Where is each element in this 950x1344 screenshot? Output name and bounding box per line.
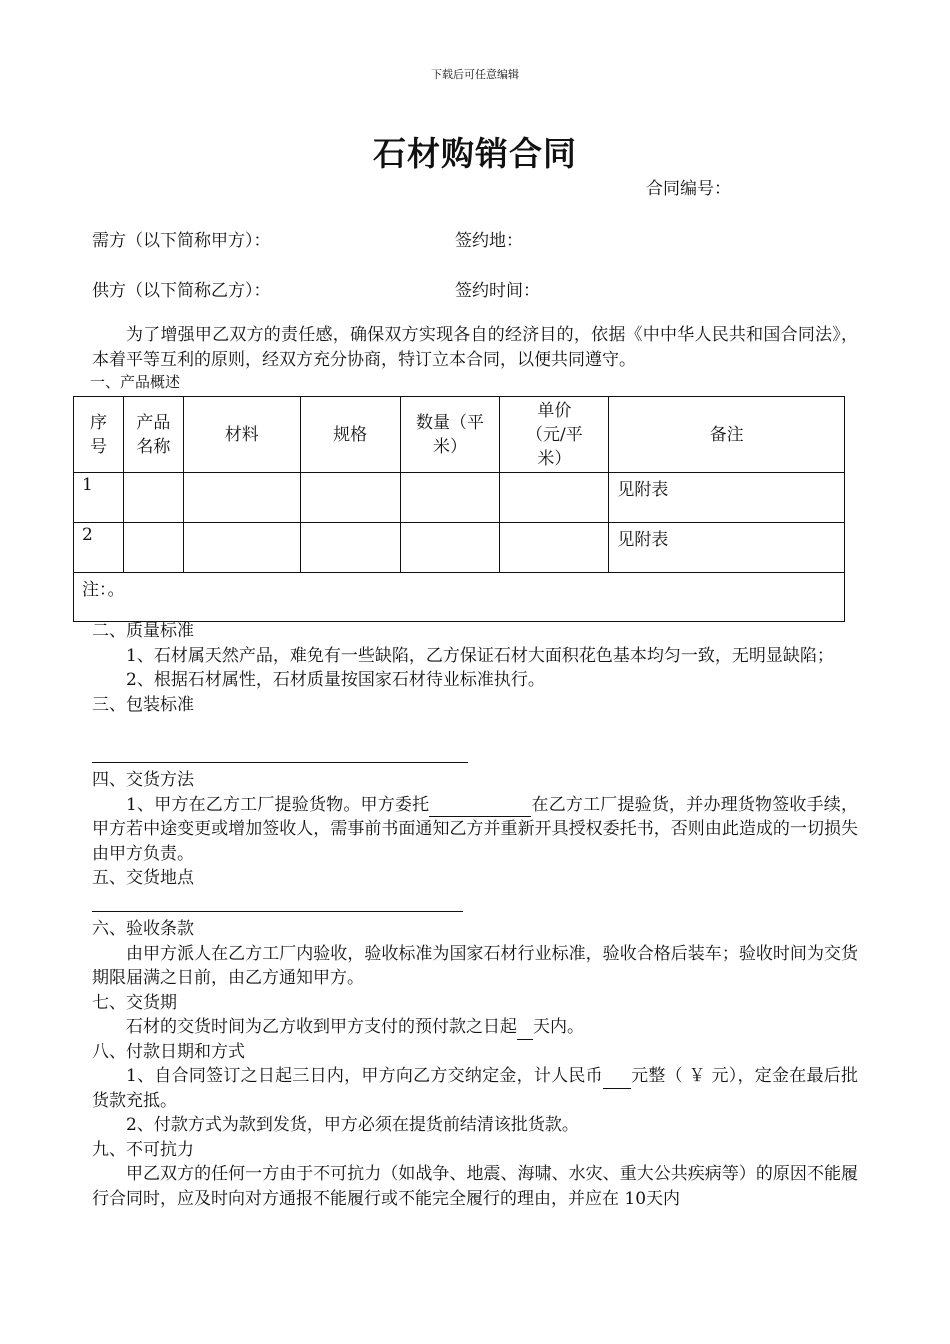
- col-header-name: 产品名称: [123, 397, 183, 473]
- cell-material: [183, 473, 300, 523]
- delegate-blank: [429, 798, 531, 817]
- buyer-label: 需方（以下简称甲方）：: [92, 231, 271, 251]
- section-4: [92, 768, 858, 891]
- cell-remark: 见附表: [609, 523, 845, 573]
- section-2-heading: 二、质量标准: [92, 621, 194, 641]
- page-title: 石材购销合同: [373, 134, 577, 173]
- sign-time-label: 签约时间：: [455, 281, 540, 301]
- table-row: [74, 473, 845, 523]
- days-blank: [517, 1021, 533, 1040]
- col-header-material: 材料: [183, 397, 300, 473]
- header-note: 下载后可任意编辑: [431, 68, 519, 81]
- cell-price: [500, 473, 609, 523]
- col-header-spec: 规格: [300, 397, 400, 473]
- cell-material: [183, 523, 300, 573]
- sections-2-3: [92, 619, 858, 717]
- col-header-seq: 序号: [74, 397, 124, 473]
- product-table: [73, 396, 845, 622]
- cell-seq: 2: [74, 523, 124, 573]
- contract-number-label: 合同编号：: [646, 179, 731, 199]
- sign-place-label: 签约地：: [455, 231, 523, 251]
- col-header-qty: 数量（平米）: [400, 397, 500, 473]
- cell-seq: 1: [74, 473, 124, 523]
- table-note: 注：。: [74, 573, 845, 622]
- cell-name: [123, 523, 183, 573]
- section-8-heading: 八、付款日期和方式: [92, 1041, 245, 1062]
- supplier-label: 供方（以下简称乙方）：: [92, 281, 271, 301]
- intro-paragraph: 为了增强甲乙双方的责任感，确保双方实现各自的经济目的，依据《中中华人民共和国合同法》，本着平等互利的原则，经双方充分协商，特订立本合同，以便共同遵守。: [92, 325, 858, 370]
- section-8-item-1: 1、自合同签订之日起三日内，甲方向乙方交纳定金，计人民币 元整（ ￥ 元），定金在最后批货款充抵。: [92, 1066, 858, 1111]
- section-2-item-2: 2、根据石材属性，石材质量按国家石材待业标准执行。: [126, 670, 545, 690]
- section-7-heading: 七、交货期: [92, 992, 177, 1013]
- cell-spec: [300, 473, 400, 523]
- intro-block: [92, 323, 858, 392]
- section-5-heading: 五、交货地点: [92, 868, 194, 888]
- section-4-item-1: 1、甲方在乙方工厂提验货物。甲方委托 在乙方工厂提验货，并办理货物签收手续，甲方若中途变更或增加签收人，需事前书面通知乙方并重新开具授权委托书，否则由此造成的一切损失由甲方负责。: [92, 794, 858, 864]
- deposit-amount-blank: [603, 1070, 631, 1089]
- table-row: [74, 523, 845, 573]
- delivery-place-blank-line: [92, 911, 463, 912]
- section-7-item-1: 石材的交货时间为乙方收到甲方支付的预付款之日起 天内。: [92, 1015, 858, 1040]
- section-6-heading: 六、验收条款: [92, 919, 194, 939]
- section-4-heading: 四、交货方法: [92, 770, 194, 790]
- table-header-row: [74, 397, 845, 473]
- cell-qty: [400, 523, 500, 573]
- col-header-price: 单价（元/平米）: [500, 397, 609, 473]
- cell-name: [123, 473, 183, 523]
- cell-price: [500, 523, 609, 573]
- section-8-item-2: 2、付款方式为款到发货，甲方必须在提货前结清该批货款。: [126, 1115, 579, 1135]
- section-3-heading: 三、包装标准: [92, 694, 194, 715]
- table-note-row: [74, 573, 845, 622]
- cell-spec: [300, 523, 400, 573]
- section-6-item-1: 由甲方派人在乙方工厂内验收，验收标准为国家石材行业标准，验收合格后装车；验收时间为交货期限届满之日前，由乙方通知甲方。: [92, 943, 858, 988]
- section-9-item-1: 甲乙双方的任何一方由于不可抗力（如战争、地震、海啸、水灾、重大公共疾病等）的原因不能履行合同时，应及时向对方通报不能履行或不能完全履行的理由，并应在 10天内: [92, 1164, 858, 1209]
- packaging-blank-line: [92, 762, 468, 763]
- sections-6-9: [92, 917, 858, 1211]
- section-1-heading: 一、产品概述: [90, 373, 181, 391]
- cell-remark: 见附表: [609, 473, 845, 523]
- section-2-item-1: 1、石材属天然产品，难免有一些缺陷，乙方保证石材大面积花色基本均匀一致，无明显缺陷；: [126, 645, 834, 666]
- cell-qty: [400, 473, 500, 523]
- section-9-heading: 九、不可抗力: [92, 1139, 194, 1160]
- col-header-remark: 备注: [609, 397, 845, 473]
